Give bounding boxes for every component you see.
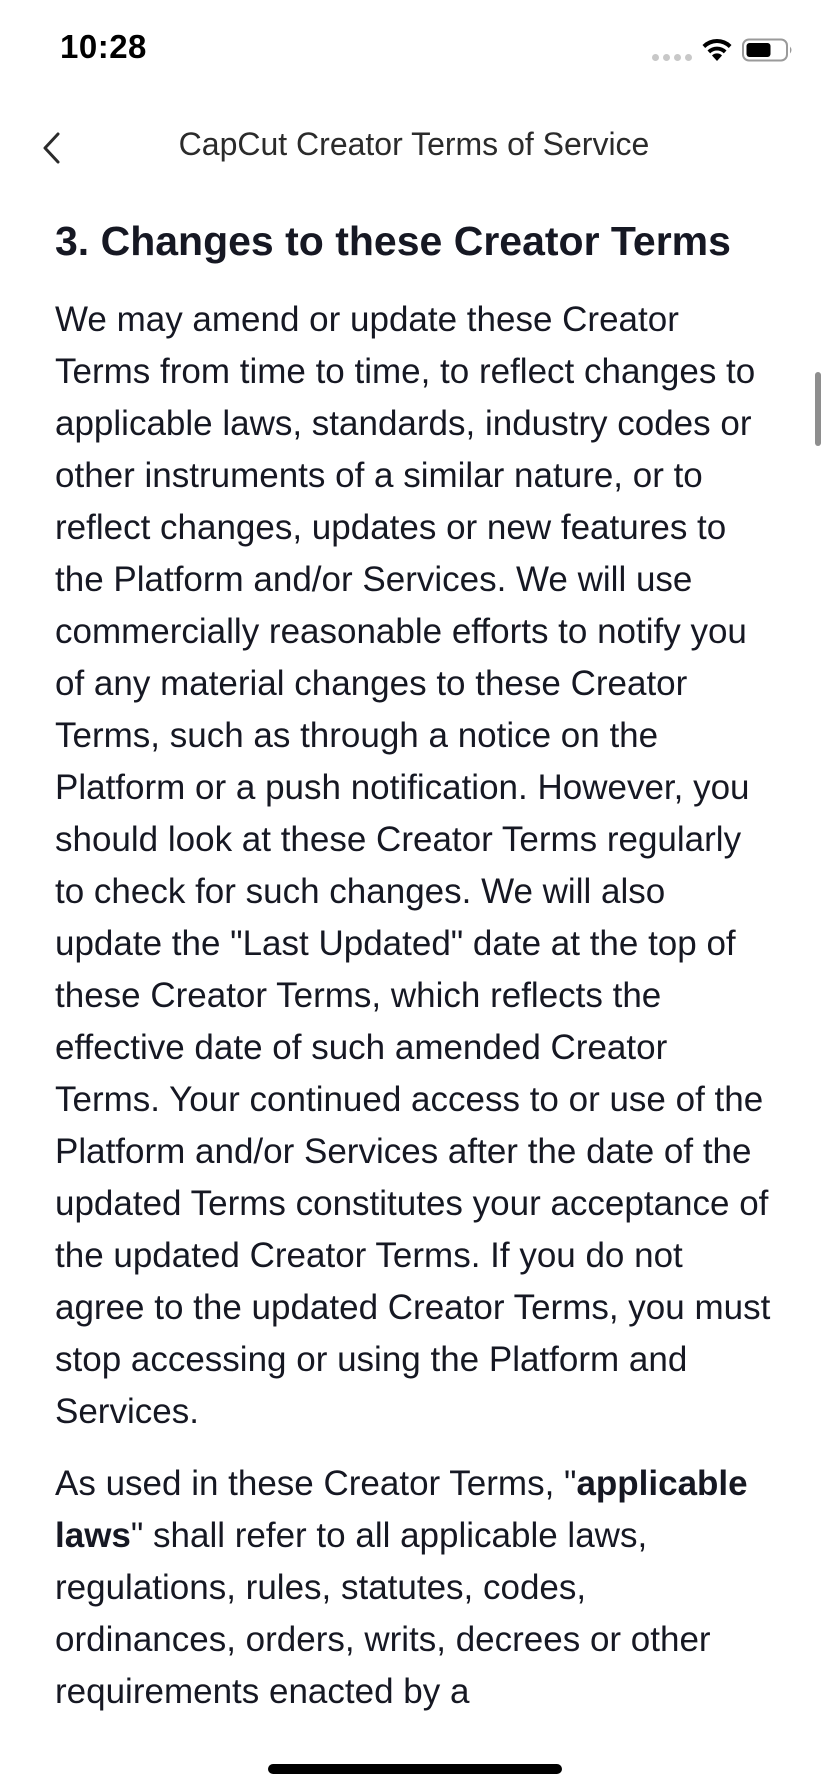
section-heading: 3. Changes to these Creator Terms [55, 218, 731, 264]
section-paragraph: We may amend or update these Creator Terms from time to time, to reflect changes to applicable laws, standards, industry codes or other instruments of a similar nature, or to reflect changes, updates or new features to the Platform and/or Services. We will use commercially reasonable efforts to notify you of any material changes to these Creator Terms, such as through a notice on the Platform or a push notification. However, you should look at these Creator Terms regularly to check for such changes. We will also update the "Last Updated" date at the top of these Creator Terms, which reflects the effective date of such amended Creator Terms. Your continued access to or use of the Platform and/or Services after the date of the updated Terms constitutes your acceptance of the updated Creator Terms. If you do not agree to the updated Creator Terms, you must stop accessing or using the Platform and Services. [55, 300, 771, 1431]
defined-term: applicable laws [55, 1464, 748, 1555]
nav-bar [0, 100, 828, 196]
definition-prefix: As used in these Creator Terms, " [55, 1464, 577, 1503]
cellular-signal-icon [652, 54, 692, 61]
wifi-icon [700, 36, 734, 62]
definition-text: " shall refer to all applicable laws, regulations, rules, statutes, codes, ordinances, orders, writs, decrees or other requirements enacted by a [55, 1516, 711, 1711]
definition-paragraph [55, 1458, 775, 1718]
status-time: 10:28 [60, 28, 147, 65]
home-indicator[interactable] [268, 1764, 562, 1774]
terms-content [55, 196, 775, 1718]
page-title: CapCut Creator Terms of Service [178, 126, 650, 162]
battery-icon [742, 38, 794, 62]
status-bar [0, 0, 828, 100]
scrollbar[interactable] [815, 372, 821, 446]
